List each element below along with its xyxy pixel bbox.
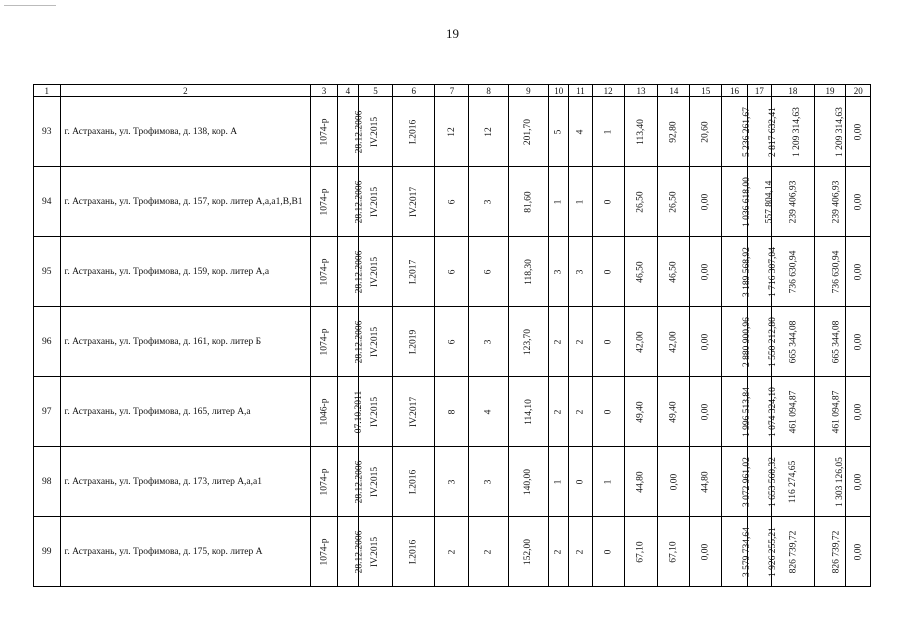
cell-value: 1074-р (319, 258, 330, 285)
table-cell (624, 517, 658, 587)
table-cell (846, 377, 871, 447)
cell-value: 140,00 (523, 468, 534, 495)
cell-value: 2 (575, 409, 586, 414)
table-cell (690, 97, 722, 167)
table-cell (690, 447, 722, 517)
cell-value: 67,10 (668, 540, 679, 563)
table-cell (814, 377, 846, 447)
column-header: 2 (60, 85, 311, 97)
table-cell (624, 167, 658, 237)
table-cell (435, 307, 469, 377)
table-cell (311, 517, 338, 587)
cell-value: 0,00 (853, 403, 864, 420)
cell-value: 0,00 (700, 263, 711, 280)
table-cell (658, 307, 690, 377)
table-cell (658, 517, 690, 587)
cell-value: 2 (575, 549, 586, 554)
table-cell (772, 447, 814, 517)
table-cell: 97 (34, 377, 61, 447)
cell-value: IV.2015 (370, 116, 381, 147)
table-cell (624, 447, 658, 517)
table-row (34, 167, 871, 237)
cell-value: 2 (553, 339, 564, 344)
cell-value: 42,00 (635, 330, 646, 353)
table-cell (311, 447, 338, 517)
table-cell (772, 307, 814, 377)
cell-value: 1 550 212,80 (767, 316, 778, 367)
cell-value: 1 036 618,00 (742, 176, 753, 227)
table-cell (624, 237, 658, 307)
cell-value: 736 630,94 (788, 250, 799, 293)
cell-value: 1074-р (319, 328, 330, 355)
table-cell (508, 307, 548, 377)
cell-value: IV.2017 (408, 396, 419, 427)
table-cell (846, 97, 871, 167)
table-cell (435, 377, 469, 447)
cell-value: 736 630,94 (830, 250, 841, 293)
cell-value: 3 (483, 199, 494, 204)
table-cell (569, 377, 592, 447)
table-cell (814, 447, 846, 517)
column-header: 16 (722, 85, 747, 97)
cell-value: 1074-р (319, 188, 330, 215)
cell-value: 12 (483, 126, 494, 137)
cell-value: 2 (575, 339, 586, 344)
cell-value: IV.2015 (370, 186, 381, 217)
cell-value: IV.2015 (370, 326, 381, 357)
table-cell (814, 97, 846, 167)
cell-value: 0 (603, 549, 614, 554)
table-cell: 99 (34, 517, 61, 587)
table-cell: г. Астрахань, ул. Трофимова, д. 138, кор. А (60, 97, 311, 167)
table-cell (658, 447, 690, 517)
cell-value: 28.12.2006 (354, 320, 365, 363)
cell-value: 1 (553, 479, 564, 484)
table-cell (508, 167, 548, 237)
cell-value: 0 (575, 479, 586, 484)
cell-value: 2 (553, 409, 564, 414)
cell-value: 1 074 324,10 (767, 386, 778, 437)
cell-value: 2 817 632,41 (767, 106, 778, 157)
table-cell (690, 237, 722, 307)
column-header: 4 (337, 85, 358, 97)
table-cell (549, 307, 569, 377)
cell-value: 3 (446, 479, 457, 484)
table-cell (337, 517, 365, 587)
cell-value: I.2017 (408, 259, 419, 284)
table-cell (392, 307, 434, 377)
table-cell (722, 237, 753, 307)
cell-value: 1 (575, 199, 586, 204)
table-cell: 98 (34, 447, 61, 517)
cell-value: 0 (603, 339, 614, 344)
table-cell (569, 517, 592, 587)
table-cell: г. Астрахань, ул. Трофимова, д. 161, кор. литер Б (60, 307, 311, 377)
table-cell (772, 167, 814, 237)
table-cell (772, 517, 814, 587)
table-cell (772, 377, 814, 447)
cell-value: 1 303 126,05 (834, 456, 845, 507)
column-header: 7 (435, 85, 469, 97)
column-header: 17 (747, 85, 771, 97)
table-cell (569, 447, 592, 517)
cell-value: 461 094,87 (830, 390, 841, 433)
table-cell (569, 97, 592, 167)
table-cell (772, 97, 814, 167)
column-header: 20 (846, 85, 871, 97)
table-cell (592, 237, 624, 307)
table-cell: 95 (34, 237, 61, 307)
cell-value: 2 (553, 549, 564, 554)
cell-value: 07.10.2011 (353, 390, 364, 433)
table-cell (592, 517, 624, 587)
data-table (33, 84, 871, 587)
table-cell: г. Астрахань, ул. Трофимова, д. 165, литер А,а (60, 377, 311, 447)
table-cell (722, 97, 753, 167)
table-cell (569, 237, 592, 307)
cell-value: 1 209 314,63 (792, 106, 803, 157)
cell-value: 1 926 255,21 (767, 526, 778, 577)
cell-value: 3 (483, 479, 494, 484)
page-number: 19 (446, 26, 459, 41)
table-cell (337, 447, 365, 517)
column-header: 10 (549, 85, 569, 97)
cell-value: 20,60 (700, 120, 711, 143)
table-cell (658, 237, 690, 307)
table-cell (469, 97, 508, 167)
table-cell (508, 517, 548, 587)
cell-value: 26,50 (635, 190, 646, 213)
cell-value: 826 739,72 (788, 530, 799, 573)
cell-value: 0,00 (668, 473, 679, 490)
table-cell (592, 447, 624, 517)
table-row (34, 447, 871, 517)
table-cell (435, 447, 469, 517)
cell-value: I.2016 (408, 539, 419, 564)
table-cell: г. Астрахань, ул. Трофимова, д. 157, кор. литер А,а,а1,В,В1 (60, 167, 311, 237)
cell-value: 239 406,93 (830, 180, 841, 223)
table-cell (469, 447, 508, 517)
table-cell (722, 517, 753, 587)
table-cell (814, 237, 846, 307)
cell-value: 1074-р (319, 538, 330, 565)
column-header: 11 (569, 85, 592, 97)
table-cell (846, 517, 871, 587)
table-cell (722, 377, 753, 447)
cell-value: I.2019 (408, 329, 419, 354)
table-cell (690, 307, 722, 377)
cell-value: 3 (553, 269, 564, 274)
cell-value: 92,80 (668, 120, 679, 143)
cell-value: 4 (483, 409, 494, 414)
table-cell (722, 167, 753, 237)
cell-value: 1074-р (319, 468, 330, 495)
cell-value: 0 (603, 409, 614, 414)
cell-value: 3 (483, 339, 494, 344)
table-cell (337, 307, 365, 377)
cell-value: 0,00 (853, 193, 864, 210)
cell-value: 12 (446, 126, 457, 137)
table-row (34, 377, 871, 447)
table-cell: г. Астрахань, ул. Трофимова, д. 173, литер А,а,а1 (60, 447, 311, 517)
cell-value: 461 094,87 (788, 390, 799, 433)
table-cell (392, 377, 434, 447)
cell-value: 114,10 (523, 398, 534, 425)
table-cell (337, 97, 365, 167)
table-row (34, 517, 871, 587)
cell-value: 81,60 (523, 190, 534, 213)
cell-value: 0,00 (700, 403, 711, 420)
cell-value: 113,40 (635, 118, 646, 145)
corner-mark (4, 5, 56, 6)
cell-value: 1 (553, 199, 564, 204)
cell-value: IV.2015 (370, 256, 381, 287)
table-cell (592, 97, 624, 167)
table-cell: г. Астрахань, ул. Трофимова, д. 175, кор. литер А (60, 517, 311, 587)
table-cell (549, 237, 569, 307)
table-cell (772, 237, 814, 307)
cell-value: I.2016 (408, 469, 419, 494)
table-cell (508, 447, 548, 517)
column-header: 12 (592, 85, 624, 97)
table-row (34, 97, 871, 167)
cell-value: 1 (603, 479, 614, 484)
table-row (34, 307, 871, 377)
column-header: 14 (658, 85, 690, 97)
cell-value: 0,00 (853, 333, 864, 350)
cell-value: 8 (446, 409, 457, 414)
table-cell (469, 237, 508, 307)
column-header: 3 (311, 85, 338, 97)
cell-value: 44,80 (700, 470, 711, 493)
cell-value: 1 716 307,04 (767, 246, 778, 297)
cell-value: 0,00 (853, 543, 864, 560)
table-cell (392, 517, 434, 587)
table-cell: 93 (34, 97, 61, 167)
table-cell (469, 377, 508, 447)
table-cell (469, 517, 508, 587)
table-cell (311, 377, 338, 447)
cell-value: 46,50 (668, 260, 679, 283)
table-cell (549, 517, 569, 587)
table-cell (549, 447, 569, 517)
table-cell (311, 237, 338, 307)
column-header: 15 (690, 85, 722, 97)
cell-value: 28.12.2006 (354, 460, 365, 503)
cell-value: I.2016 (408, 119, 419, 144)
table-cell (469, 307, 508, 377)
cell-value: 6 (446, 199, 457, 204)
table-cell (469, 167, 508, 237)
cell-value: 44,80 (635, 470, 646, 493)
cell-value: IV.2017 (408, 186, 419, 217)
table-cell (722, 447, 753, 517)
column-header: 8 (469, 85, 508, 97)
cell-value: 1 (603, 129, 614, 134)
header-row (34, 85, 871, 97)
cell-value: 5 (553, 129, 564, 134)
column-header: 5 (359, 85, 393, 97)
cell-value: 0,00 (700, 333, 711, 350)
table-cell (435, 97, 469, 167)
table-cell (690, 377, 722, 447)
table-cell (846, 447, 871, 517)
cell-value: 1074-р (319, 118, 330, 145)
table-cell (658, 377, 690, 447)
cell-value: 46,50 (635, 260, 646, 283)
cell-value: 2 880 900,96 (742, 316, 753, 367)
table-cell (392, 167, 434, 237)
table-cell (392, 97, 434, 167)
table-cell (846, 167, 871, 237)
cell-value: 1046-р (319, 398, 330, 425)
cell-value: 3 072 961,02 (742, 456, 753, 507)
table-cell (311, 167, 338, 237)
table-cell (392, 237, 434, 307)
table-cell (549, 167, 569, 237)
cell-value: IV.2015 (370, 466, 381, 497)
table-cell (435, 167, 469, 237)
table-cell (846, 237, 871, 307)
cell-value: 152,00 (523, 538, 534, 565)
table-cell (592, 377, 624, 447)
cell-value: 6 (446, 269, 457, 274)
cell-value: 201,70 (523, 118, 534, 145)
cell-value: 67,10 (635, 540, 646, 563)
table-cell (435, 517, 469, 587)
table-cell: 96 (34, 307, 61, 377)
cell-value: 4 (575, 129, 586, 134)
table-cell (311, 307, 338, 377)
table-cell (569, 307, 592, 377)
table-cell (814, 307, 846, 377)
column-header: 9 (508, 85, 548, 97)
table-cell (508, 237, 548, 307)
cell-value: 28.12.2006 (354, 110, 365, 153)
cell-value: 239 406,93 (788, 180, 799, 223)
cell-value: 3 (575, 269, 586, 274)
cell-value: 665 344,08 (788, 320, 799, 363)
cell-value: IV.2015 (370, 396, 381, 427)
table-cell: г. Астрахань, ул. Трофимова, д. 159, кор. литер А,а (60, 237, 311, 307)
cell-value: 28.12.2006 (354, 530, 365, 573)
table-cell (814, 167, 846, 237)
column-header: 1 (34, 85, 61, 97)
cell-value: 5 236 261,67 (742, 106, 753, 157)
cell-value: 0,00 (700, 543, 711, 560)
table-cell (690, 517, 722, 587)
cell-value: 2 (483, 549, 494, 554)
table-cell: 94 (34, 167, 61, 237)
cell-value: 3 189 568,92 (742, 246, 753, 297)
cell-value: IV.2015 (370, 536, 381, 567)
cell-value: 26,50 (668, 190, 679, 213)
table-cell (569, 167, 592, 237)
table-cell (658, 167, 690, 237)
cell-value: 2 (446, 549, 457, 554)
cell-value: 118,30 (523, 258, 534, 285)
cell-value: 0,00 (853, 123, 864, 140)
cell-value: 665 344,08 (830, 320, 841, 363)
table-cell (814, 517, 846, 587)
table-row (34, 237, 871, 307)
table-cell (722, 307, 753, 377)
table-cell (592, 167, 624, 237)
cell-value: 557 804,14 (764, 180, 775, 223)
table-cell (549, 377, 569, 447)
cell-value: 6 (483, 269, 494, 274)
table-cell (392, 447, 434, 517)
column-header: 13 (624, 85, 658, 97)
table-cell (846, 307, 871, 377)
table-cell (658, 97, 690, 167)
cell-value: 1 209 314,63 (834, 106, 845, 157)
cell-value: 1 653 560,32 (767, 456, 778, 507)
cell-value: 116 274,65 (788, 460, 799, 503)
cell-value: 123,70 (523, 328, 534, 355)
cell-value: 0,00 (853, 473, 864, 490)
table-cell (337, 237, 365, 307)
cell-value: 28.12.2006 (354, 180, 365, 223)
cell-value: 826 739,72 (830, 530, 841, 573)
table-cell (624, 307, 658, 377)
table-cell (508, 377, 548, 447)
table-cell (549, 97, 569, 167)
column-header: 18 (772, 85, 814, 97)
table-cell (624, 377, 658, 447)
table-cell (337, 377, 364, 447)
cell-value: 0 (603, 269, 614, 274)
cell-value: 3 579 734,64 (742, 526, 753, 577)
table-cell (690, 167, 722, 237)
table-cell (624, 97, 658, 167)
table-cell (508, 97, 548, 167)
cell-value: 6 (446, 339, 457, 344)
cell-value: 0 (603, 199, 614, 204)
cell-value: 0,00 (853, 263, 864, 280)
table-cell (337, 167, 365, 237)
cell-value: 49,40 (668, 400, 679, 423)
column-header: 6 (392, 85, 434, 97)
cell-value: 1 996 513,84 (742, 386, 753, 437)
cell-value: 42,00 (668, 330, 679, 353)
table-cell (435, 237, 469, 307)
table-cell (592, 307, 624, 377)
cell-value: 0,00 (700, 193, 711, 210)
cell-value: 28.12.2006 (354, 250, 365, 293)
column-header: 19 (814, 85, 846, 97)
cell-value: 49,40 (635, 400, 646, 423)
table-cell (311, 97, 338, 167)
